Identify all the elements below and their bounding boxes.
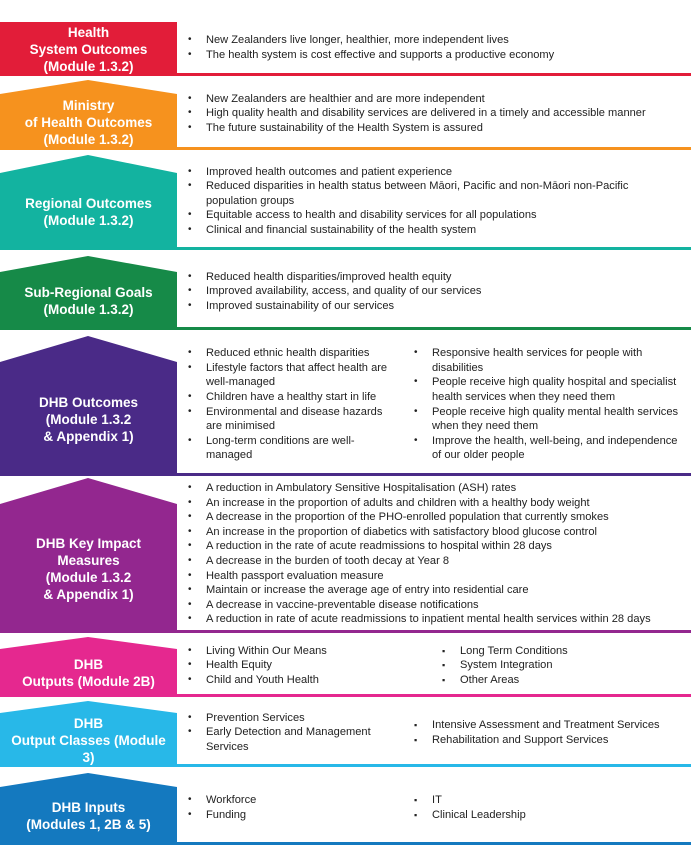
row-regional-outcomes: [0, 155, 691, 250]
regional-outcomes-bullet-list: [187, 165, 642, 238]
bullet-item: • Maintain or increase the average age of entry into residential care: [187, 583, 682, 598]
bullet-item: ▪ Intensive Assessment and Treatment Services: [413, 718, 683, 733]
dhb-outputs-bullet-column-2: [441, 637, 681, 694]
bullet-item: • Responsive health services for people with disabilities: [413, 346, 688, 375]
bullet-item: • Reduced disparities in health status between Māori, Pacific and non-Māori non-Pacific population groups: [187, 179, 642, 208]
row-dhb-outcomes: [0, 336, 691, 476]
bullet-item: • An increase in the proportion of adults and children with a healthy body weight: [187, 496, 682, 511]
bullet-item: • Prevention Services: [187, 711, 407, 726]
bullet-item: • Lifestyle factors that affect health are well-managed: [187, 361, 392, 390]
health-system-outcomes-title: Health System Outcomes (Module 1.3.2): [29, 24, 148, 74]
ministry-outcomes-title: Ministry of Health Outcomes (Module 1.3.2): [24, 97, 153, 147]
bullet-item: • Children have a healthy start in life: [187, 390, 392, 405]
bullet-item: • A decrease in the proportion of the PHO-enrolled population that currently smokes: [187, 510, 682, 525]
bullet-item: • People receive high quality hospital and specialist health services when they need them: [413, 375, 688, 404]
sub-regional-goals-underline: [177, 327, 691, 330]
dhb-inputs-bullet-column-1: [187, 773, 407, 842]
bullet-item: • Reduced health disparities/improved health equity: [187, 270, 642, 285]
bullet-item: ▪ Long Term Conditions: [441, 644, 681, 659]
bullet-item: • An increase in the proportion of diabetics with satisfactory blood glucose control: [187, 525, 682, 540]
dhb-outcomes-title: DHB Outcomes (Module 1.3.2 & Appendix 1): [38, 394, 138, 444]
ministry-outcomes-bullet-list: [187, 92, 677, 136]
dhb-key-impact-measures-bullet-column-1: [187, 478, 682, 630]
regional-outcomes-underline: [177, 247, 691, 250]
bullet-item: • Early Detection and Management Services: [187, 725, 407, 754]
dhb-outcomes-underline: [177, 473, 691, 476]
dhb-inputs-underline: [177, 842, 691, 845]
bullet-item: • A reduction in Ambulatory Sensitive Hospitalisation (ASH) rates: [187, 481, 682, 496]
sub-regional-goals-title: Sub-Regional Goals (Module 1.3.2): [24, 285, 153, 317]
bullet-item: • Health passport evaluation measure: [187, 569, 682, 584]
row-sub-regional-goals: [0, 256, 691, 330]
ministry-outcomes-underline: [177, 147, 691, 150]
bullet-item: • Improved availability, access, and quality of our services: [187, 284, 642, 299]
health-system-outcomes-bullet-list: [187, 33, 677, 62]
bullet-item: • Health Equity: [187, 658, 427, 673]
bullet-item: • New Zealanders live longer, healthier, more independent lives: [187, 33, 677, 48]
dhb-key-impact-measures-title: DHB Key Impact Measures (Module 1.3.2 & Appendix 1): [35, 535, 142, 602]
bullet-item: • Living Within Our Means: [187, 644, 427, 659]
dhb-outputs-underline: [177, 694, 691, 697]
dhb-outputs-bullet-list: [441, 644, 681, 688]
bullet-item: • Reduced ethnic health disparities: [187, 346, 392, 361]
dhb-inputs-bullet-list: [413, 793, 683, 822]
bullet-item: • Clinical and financial sustainability of the health system: [187, 223, 642, 238]
bullet-item: • Improved sustainability of our services: [187, 299, 642, 314]
dhb-outputs-bullet-column-1: [187, 637, 427, 694]
bullet-item: • Funding: [187, 808, 407, 823]
regional-outcomes-bullet-column-1: [187, 155, 642, 247]
dhb-key-impact-measures-underline: [177, 630, 691, 633]
dhb-output-classes-bullet-list: [187, 711, 407, 755]
dhb-output-classes-bullet-column-1: [187, 701, 407, 764]
dhb-inputs-bullet-column-2: [413, 773, 683, 842]
row-ministry-outcomes: [0, 80, 691, 150]
bullet-item: • Equitable access to health and disability services for all populations: [187, 208, 642, 223]
bullet-item: • A reduction in the rate of acute readmissions to hospital within 28 days: [187, 539, 682, 554]
regional-outcomes-title: Regional Outcomes (Module 1.3.2): [25, 195, 152, 228]
bullet-item: • Long-term conditions are well-managed: [187, 434, 392, 463]
bullet-item: • A reduction in rate of acute readmissions to inpatient mental health services within 28 days: [187, 612, 682, 627]
dhb-output-classes-bullet-column-2: [413, 701, 683, 764]
row-dhb-outputs: [0, 637, 691, 697]
bullet-item: • New Zealanders are healthier and are more independent: [187, 92, 677, 107]
health-system-outcomes-underline: [177, 73, 691, 76]
bullet-item: • The future sustainability of the Health System is assured: [187, 121, 677, 136]
bullet-item: • Workforce: [187, 793, 407, 808]
dhb-outcomes-bullet-column-2: [413, 336, 688, 473]
bullet-item: ▪ System Integration: [441, 658, 681, 673]
dhb-inputs-title: DHB Inputs (Modules 1, 2B & 5): [26, 800, 151, 832]
bullet-item: • Improve the health, well-being, and independence of our older people: [413, 434, 688, 463]
dhb-outputs-bullet-list: [187, 644, 427, 688]
dhb-output-classes-underline: [177, 764, 691, 767]
dhb-outcomes-bullet-list: [187, 346, 392, 463]
bullet-item: • A decrease in the burden of tooth decay at Year 8: [187, 554, 682, 569]
bullet-item: • Child and Youth Health: [187, 673, 427, 688]
bullet-item: • Environmental and disease hazards are minimised: [187, 405, 392, 434]
dhb-output-classes-bullet-list: [413, 718, 683, 747]
bullet-item: ▪ Other Areas: [441, 673, 681, 688]
sub-regional-goals-bullet-list: [187, 270, 642, 314]
dhb-key-impact-measures-bullet-list: [187, 481, 682, 627]
dhb-inputs-bullet-list: [187, 793, 407, 822]
dhb-outcomes-bullet-column-1: [187, 336, 392, 473]
bullet-item: • People receive high quality mental health services when they need them: [413, 405, 688, 434]
bullet-item: ▪ Clinical Leadership: [413, 808, 683, 823]
dhb-outputs-title: DHB Outputs (Module 2B): [22, 657, 155, 689]
bullet-item: ▪ IT: [413, 793, 683, 808]
sub-regional-goals-bullet-column-1: [187, 256, 642, 327]
dhb-output-classes-title: DHB Output Classes (Module 3): [11, 715, 166, 765]
bullet-item: • A decrease in vaccine-preventable disease notifications: [187, 598, 682, 613]
row-dhb-output-classes: [0, 701, 691, 767]
row-dhb-inputs: [0, 773, 691, 845]
row-dhb-key-impact-measures: [0, 478, 691, 633]
bullet-item: ▪ Rehabilitation and Support Services: [413, 733, 683, 748]
dhb-outcomes-bullet-list: [413, 346, 688, 463]
ministry-outcomes-bullet-column-1: [187, 80, 677, 147]
bullet-item: • Improved health outcomes and patient experience: [187, 165, 642, 180]
health-system-outcomes-bullet-column-1: [187, 22, 677, 73]
row-health-system-outcomes: [0, 22, 691, 76]
bullet-item: • High quality health and disability services are delivered in a timely and accessible manner: [187, 106, 677, 121]
bullet-item: • The health system is cost effective and supports a productive economy: [187, 48, 677, 63]
